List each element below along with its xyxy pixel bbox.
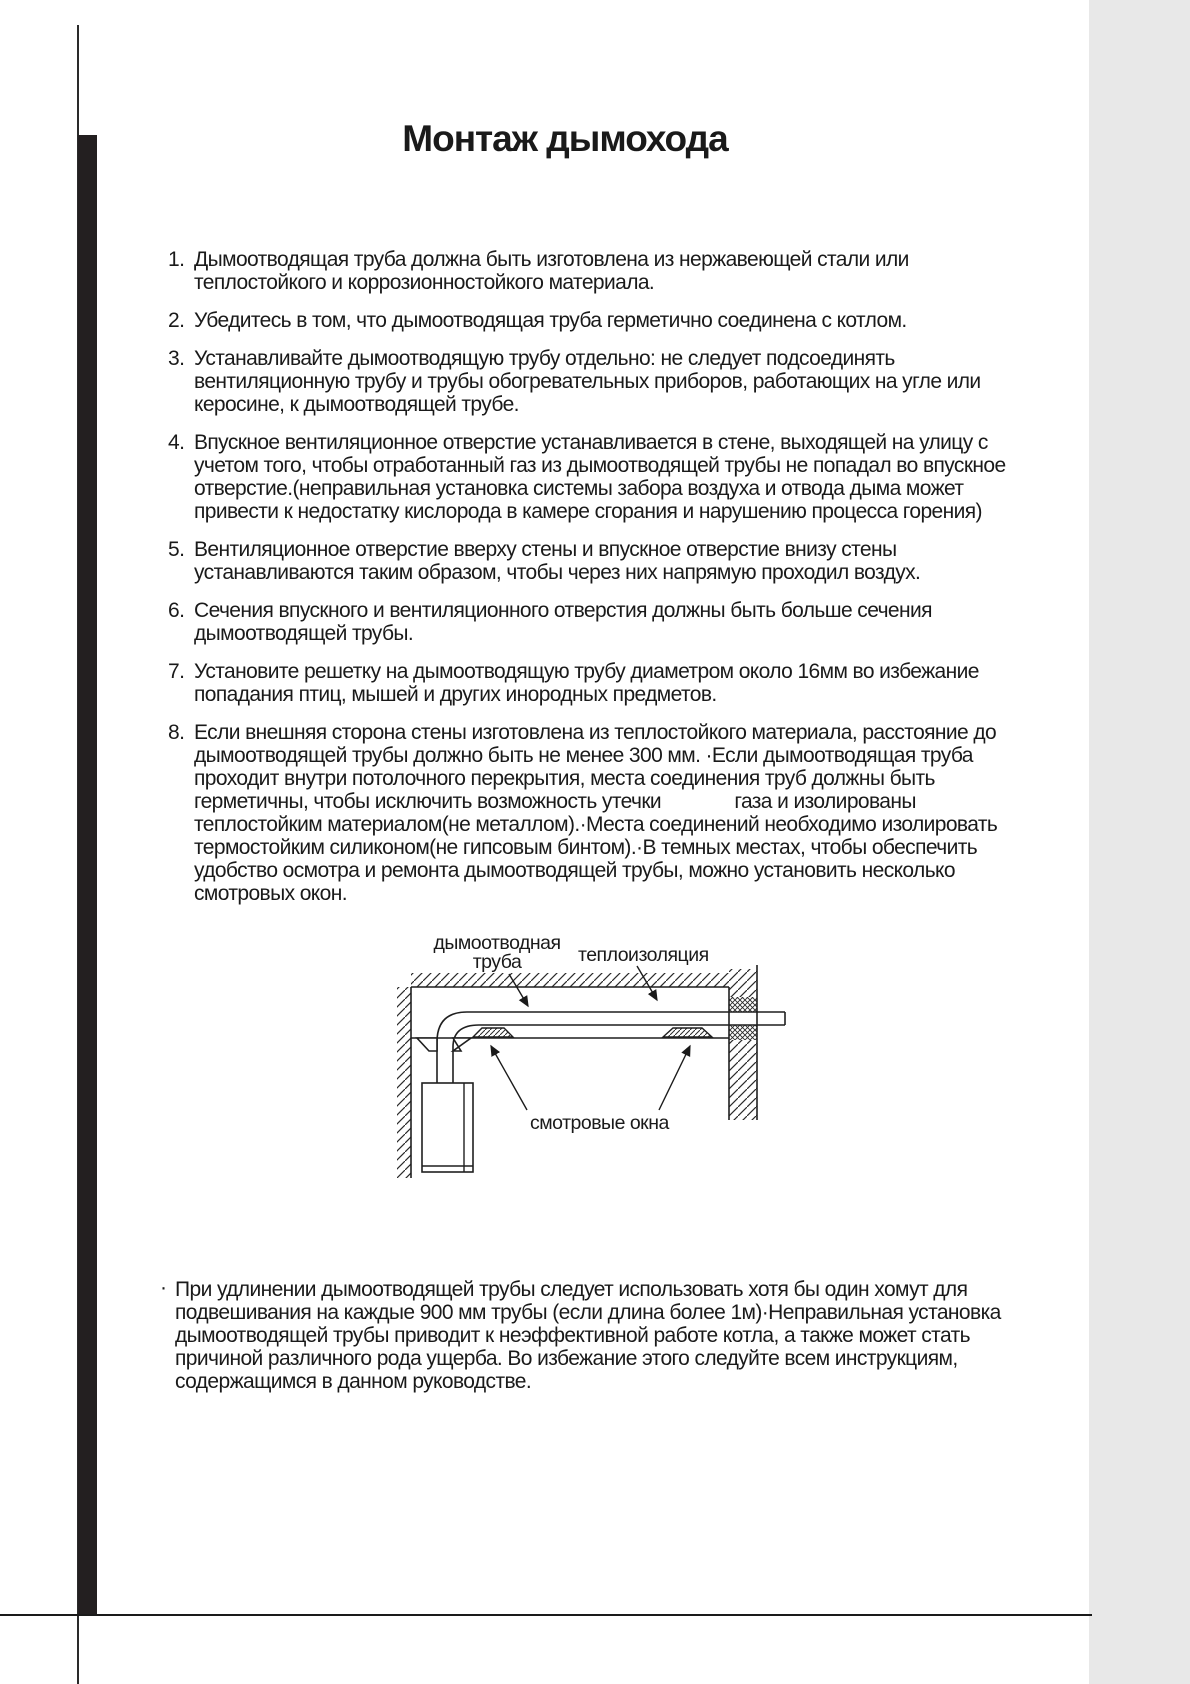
boiler [422, 1083, 473, 1172]
scan-right-margin [1089, 0, 1190, 1684]
flue-pipe-label-line2: труба [472, 951, 522, 973]
left-wall [397, 987, 411, 1178]
instruction-item-4 [168, 431, 1024, 523]
footnote-bullet: · [160, 1276, 167, 1299]
insulation-label: теплоизоляция [578, 944, 709, 966]
instruction-list [168, 248, 1024, 920]
page-title: Монтаж дымохода [402, 118, 728, 159]
item-number: 5. [168, 538, 185, 561]
right-wall [729, 965, 757, 1120]
item-text: Сечения впускного и вентиляционного отверстия должны быть больше сечения дымоотводящей трубы. [194, 599, 932, 645]
item-text: Убедитесь в том, что дымоотводящая труба герметично соединена с котлом. [194, 309, 907, 332]
instruction-item-6 [168, 599, 1024, 645]
ceiling-slab [411, 973, 729, 987]
binding-black-bar [78, 135, 97, 1614]
item-number: 7. [168, 660, 185, 683]
item-text: Установите решетку на дымоотводящую трубу диаметром около 16мм во избежание попадания птиц, мышей и других инородных предметов. [194, 660, 979, 706]
footnote [160, 1278, 1035, 1393]
footer-rule [0, 1614, 1092, 1616]
item-text: Устанавливайте дымоотводящую трубу отдельно: не следует подсоединять вентиляционную трубу и трубы обогревательных приборов, работающих на угле или керосине, к дымоотводящей трубе. [194, 347, 981, 416]
instruction-item-5 [168, 538, 1024, 584]
instruction-item-3 [168, 347, 1024, 416]
instruction-item-2 [168, 309, 1024, 332]
instruction-item-7 [168, 660, 1024, 706]
window-left-arrow [491, 1046, 527, 1110]
instruction-item-1 [168, 248, 1024, 294]
inspection-window-left [473, 1028, 513, 1037]
item-text: Вентиляционное отверстие вверху стены и впускное отверстие внизу стены устанавливаются таким образом, чтобы через них напрямую проходил воздух. [194, 538, 921, 584]
item-number: 8. [168, 721, 185, 744]
instruction-item-8 [168, 721, 1024, 905]
item-number: 3. [168, 347, 185, 370]
pipe-ceiling-collar [417, 1038, 471, 1051]
item-number: 1. [168, 248, 185, 271]
flue-pipe-label-line1: дымоотводная [433, 932, 561, 954]
window-right-arrow [659, 1046, 690, 1110]
item-number: 4. [168, 431, 185, 454]
inspection-windows-label: смотровые окна [530, 1112, 669, 1134]
flue-installation-diagram [370, 925, 830, 1190]
footnote-text: При удлинении дымоотводящей трубы следует использовать хотя бы один хомут для подвешивания на каждые 900 мм трубы (если длина более 1м)·Неправильная установка дымоотводящей трубы приводит к неэффективной работе котла, а также может стать причиной различного рода ущерба. Во избежание этого следуйте всем инструкциям, содержащимся в данном руководстве. [175, 1278, 1001, 1393]
inspection-window-right [663, 1028, 712, 1037]
item-number: 2. [168, 309, 185, 332]
item-text: Дымоотводящая труба должна быть изготовлена из нержавеющей стали или теплостойкого и коррозионностойкого материала. [194, 248, 909, 294]
item-text: Если внешняя сторона стены изготовлена из теплостойкого материала, расстояние до дымоотводящей трубы должно быть не менее 300 мм. ·Если дымоотводящая труба проходит внутри потолочного перекрытия, места соединения труб должны быть герметичны, чтобы исключить возможность утечки газа и изолированы теплостойким материалом(не металлом).·Места соединений необходимо изолировать термостойким силиконом(не гипсовым бинтом).·В темных местах, чтобы обеспечить удобство осмотра и ремонта дымоотводящей трубы, можно установить несколько смотровых окон. [194, 721, 998, 905]
item-number: 6. [168, 599, 185, 622]
item-text: Впускное вентиляционное отверстие устанавливается в стене, выходящей на улицу с учетом того, чтобы отработанный газ из дымоотводящей трубы не попадал во впускное отверстие.(неправильная установка системы забора воздуха и отвода дыма может привести к недостатку кислорода в камере сгорания и нарушению процесса горения) [194, 431, 1006, 523]
